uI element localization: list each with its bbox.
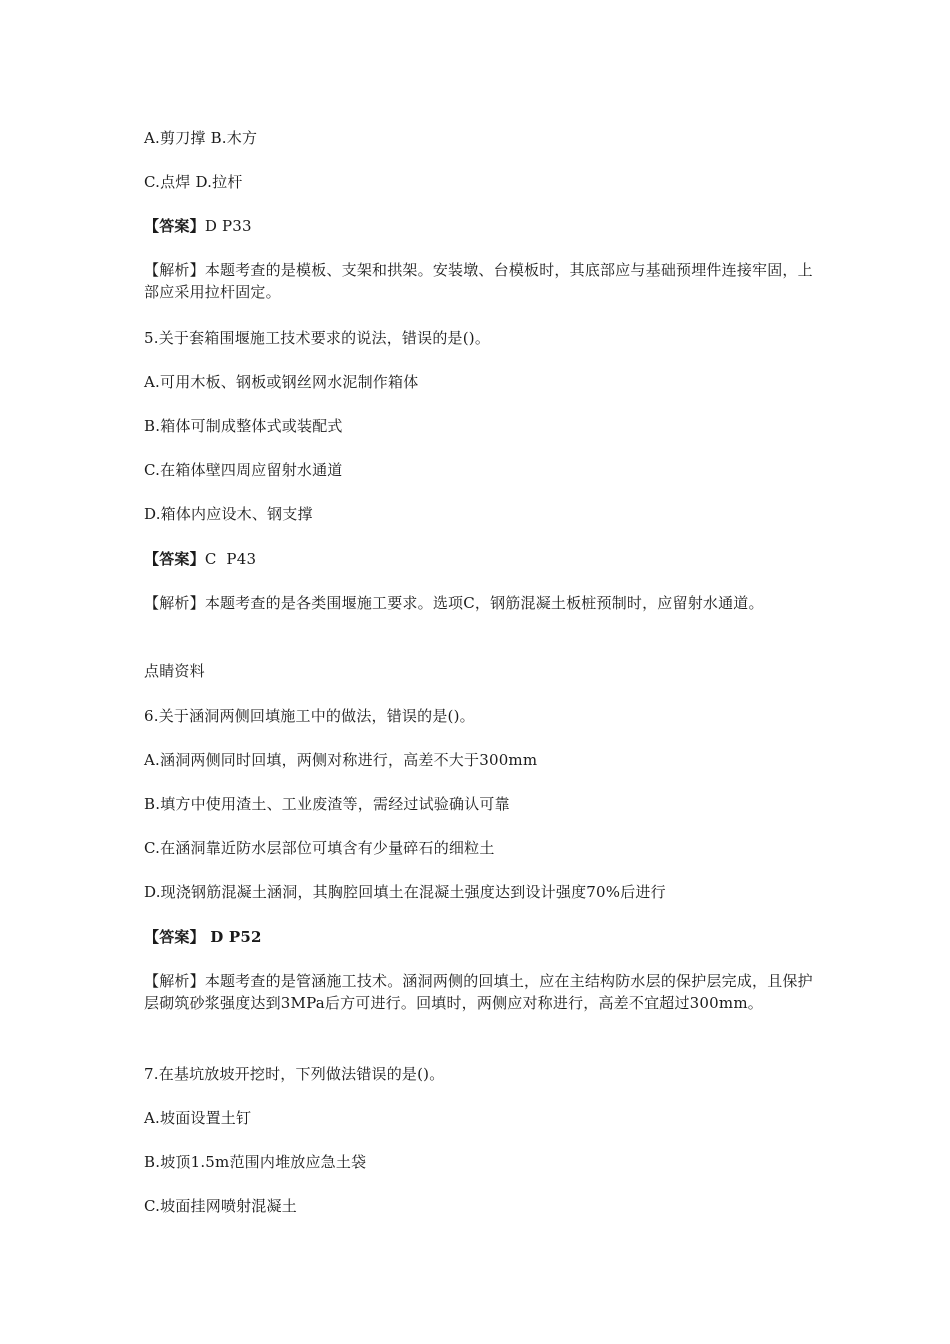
q4-explanation bbox=[144, 259, 814, 303]
q6-explanation bbox=[144, 970, 814, 1014]
q5-option-c: C.在箱体壁四周应留射水通道 bbox=[144, 461, 343, 479]
q7-option-b: B.坡顶1.5m范围内堆放应急土袋 bbox=[144, 1153, 367, 1171]
q6-option-c: C.在涵洞靠近防水层部位可填含有少量碎石的细粒土 bbox=[144, 839, 495, 857]
q6-option-b: B.填方中使用渣土、工业废渣等，需经过试验确认可靠 bbox=[144, 795, 510, 813]
q7-stem: 7.在基坑放坡开挖时，下列做法错误的是()。 bbox=[144, 1065, 445, 1083]
q5-option-a: A.可用木板、钢板或钢丝网水泥制作箱体 bbox=[144, 373, 419, 391]
explanation-text: 本题考查的是管涵施工技术。涵洞两侧的回填土，应在主结构防水层的保护层完成，且保护层砌筑砂浆强度达到3MPa后方可进行。回填时，两侧应对称进行，高差不宜超过300mm。 bbox=[144, 972, 813, 1012]
q5-explanation bbox=[144, 592, 814, 614]
explanation-label: 【解析】 bbox=[144, 972, 205, 990]
answer-label: 【答案】 bbox=[144, 550, 205, 568]
answer-label: 【答案】 bbox=[144, 928, 205, 946]
explanation-label: 【解析】 bbox=[144, 261, 205, 279]
answer-value: D P52 bbox=[204, 928, 262, 946]
q5-stem: 5.关于套箱围堰施工技术要求的说法，错误的是()。 bbox=[144, 329, 491, 347]
q7-option-c: C.坡面挂网喷射混凝土 bbox=[144, 1197, 297, 1215]
note-text: 点睛资料 bbox=[144, 662, 205, 680]
q5-option-d: D.箱体内应设木、钢支撑 bbox=[144, 505, 313, 523]
q5-answer bbox=[144, 548, 814, 570]
q4-options-ab: A.剪刀撑 B.木方 bbox=[144, 129, 258, 147]
answer-label: 【答案】 bbox=[144, 217, 205, 235]
explanation-label: 【解析】 bbox=[144, 594, 205, 612]
q7-option-a: A.坡面设置土钉 bbox=[144, 1109, 252, 1127]
q6-answer bbox=[144, 926, 814, 948]
answer-value: D P33 bbox=[204, 217, 252, 235]
q6-option-d: D.现浇钢筋混凝土涵洞，其胸腔回填土在混凝土强度达到设计强度70%后进行 bbox=[144, 883, 666, 901]
q4-answer bbox=[144, 215, 814, 237]
explanation-text: 本题考查的是模板、支架和拱架。安装墩、台模板时，其底部应与基础预埋件连接牢固，上部应采用拉杆固定。 bbox=[144, 261, 813, 301]
explanation-text: 本题考查的是各类围堰施工要求。选项C，钢筋混凝土板桩预制时，应留射水通道。 bbox=[204, 594, 764, 612]
q5-option-b: B.箱体可制成整体式或装配式 bbox=[144, 417, 343, 435]
q6-stem: 6.关于涵洞两侧回填施工中的做法，错误的是()。 bbox=[144, 707, 475, 725]
answer-value: C P43 bbox=[204, 550, 257, 568]
q6-option-a: A.涵洞两侧同时回填，两侧对称进行，高差不大于300mm bbox=[144, 751, 538, 769]
q4-options-cd: C.点焊 D.拉杆 bbox=[144, 173, 243, 191]
